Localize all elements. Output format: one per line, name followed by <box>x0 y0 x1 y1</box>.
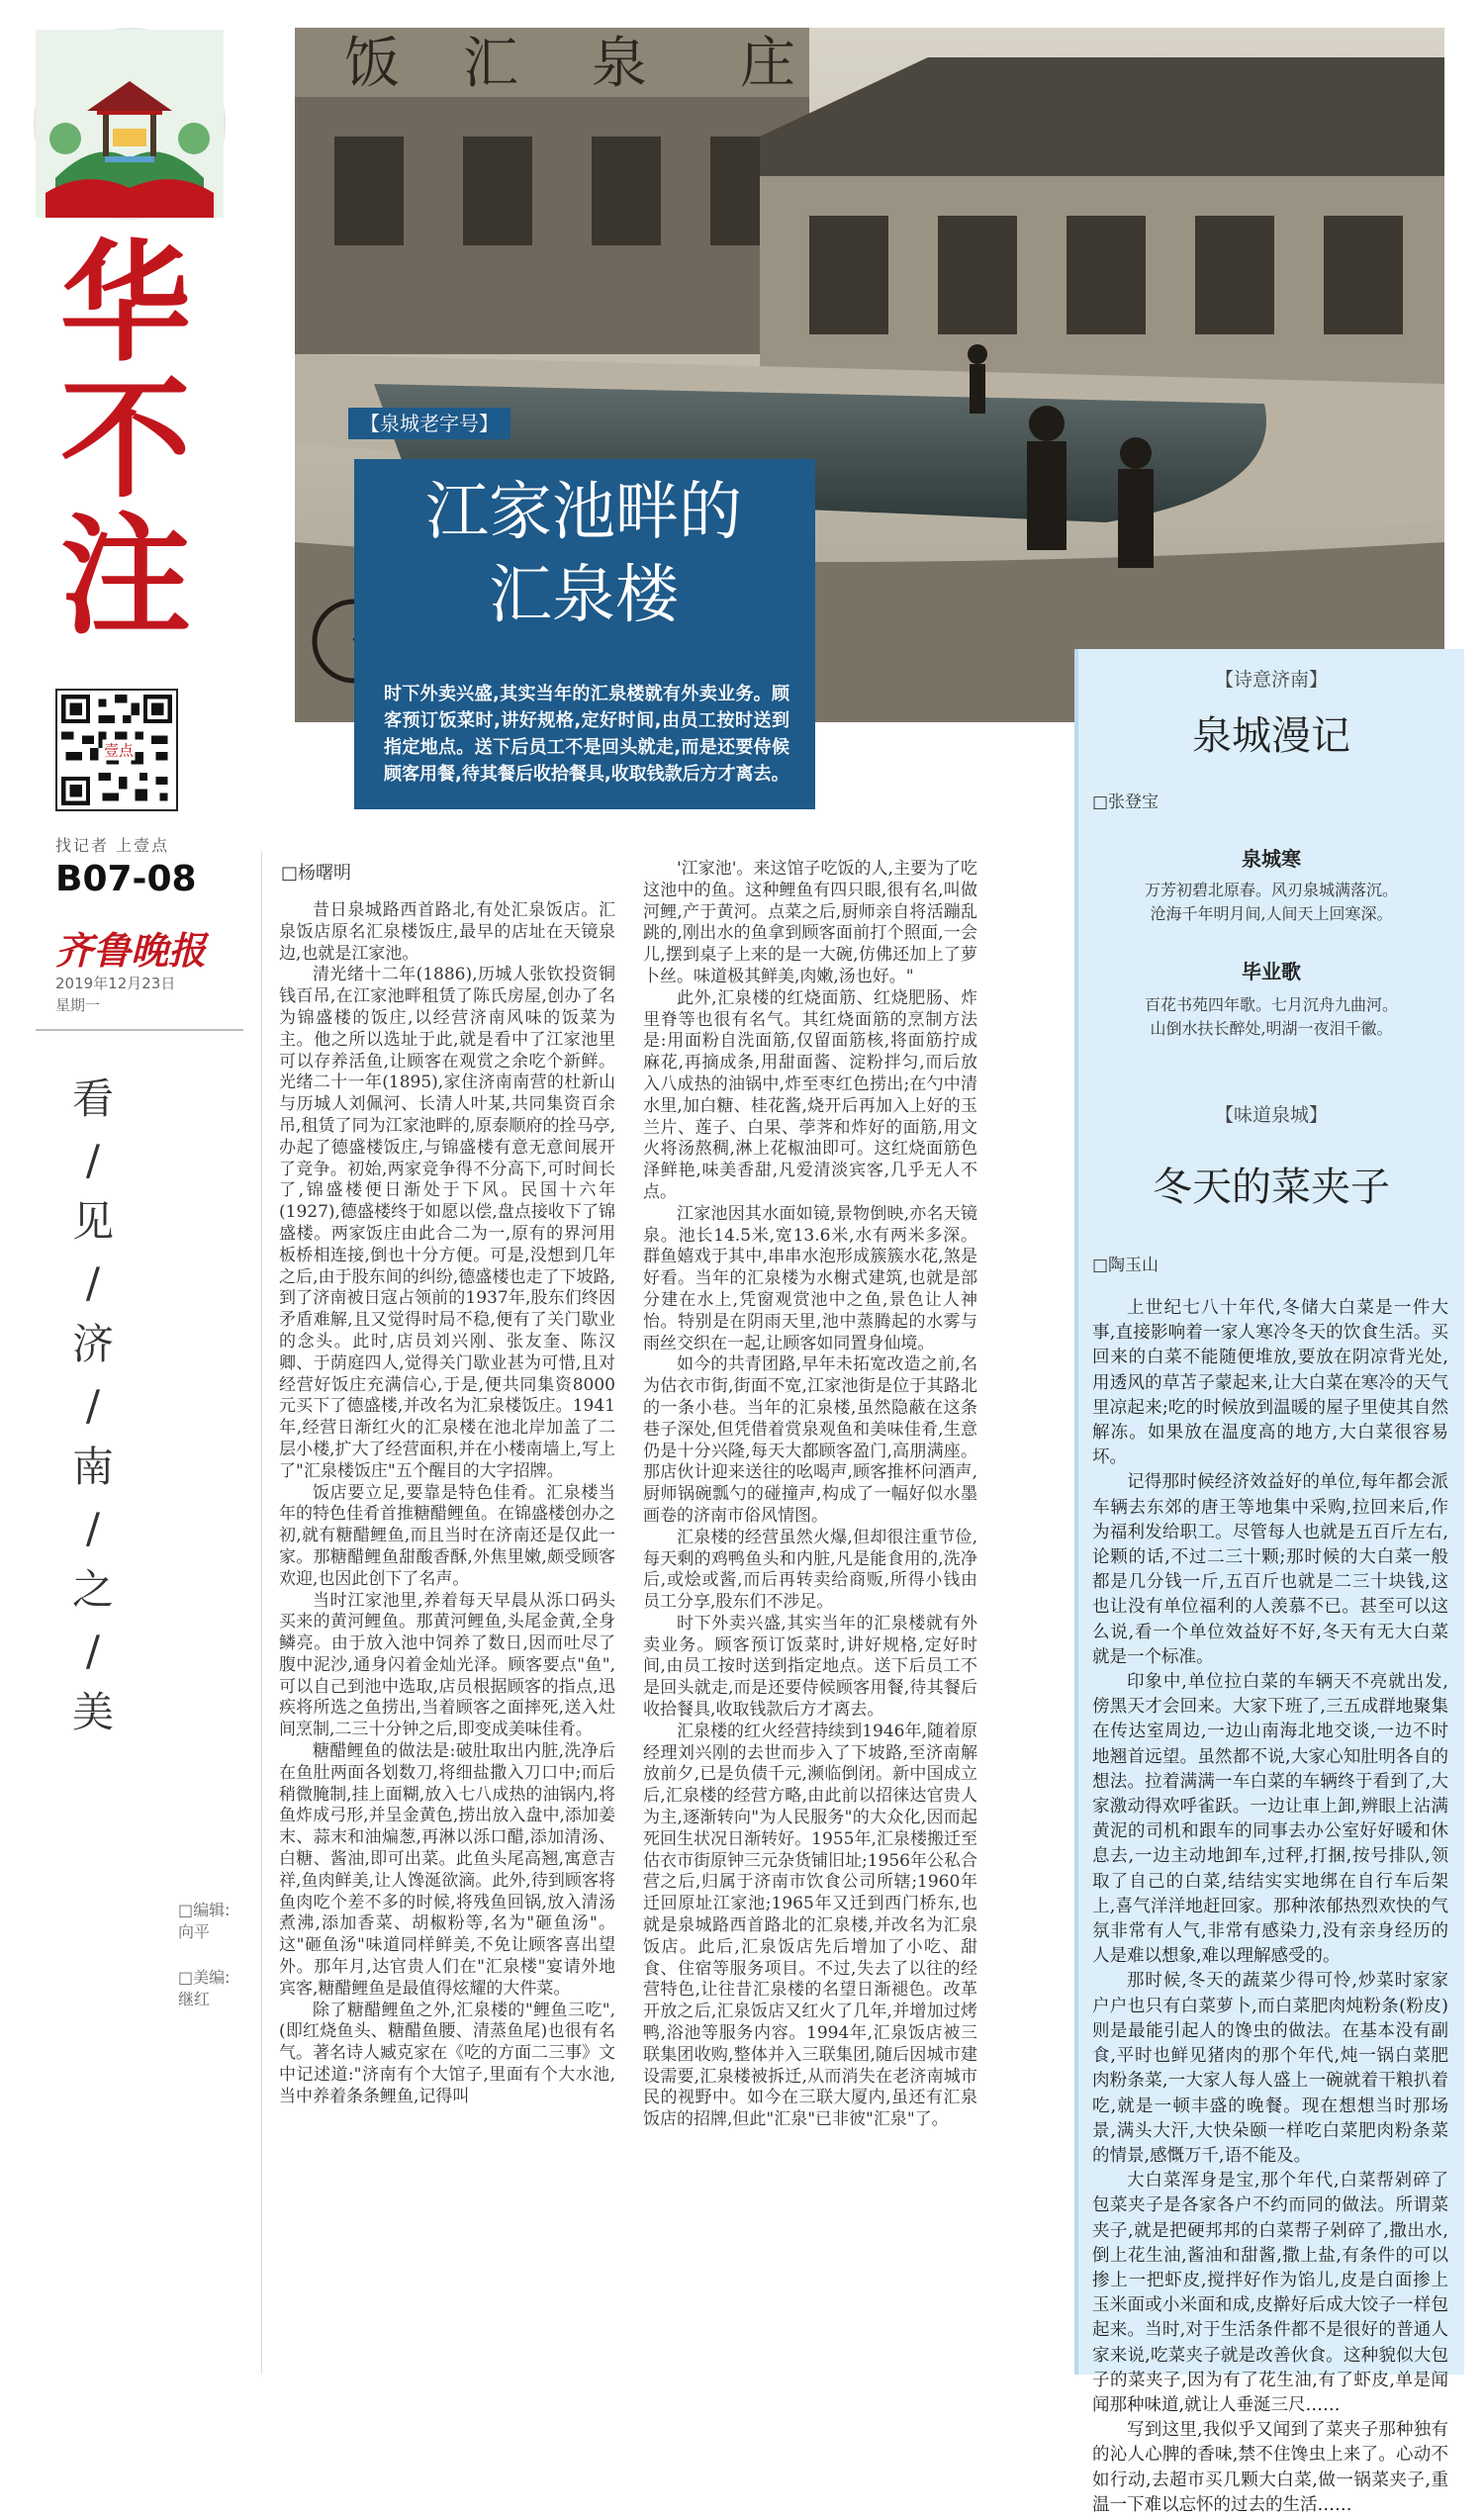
paragraph: 时下外卖兴盛,其实当年的汇泉楼就有外卖业务。顾客预订饭菜时,讲好规格,定好时间,由员工按时送到指定地点。送下后员工不是回头就走,而是还要侍候顾客用餐,待其餐后收拾餐具,收取钱款后方才离去。 <box>643 1613 977 1721</box>
paragraph: 汇泉楼的红火经营持续到1946年,随着原经理刘兴刚的去世而步入了下坡路,至济南解放前夕,已是负债千元,濒临倒闭。新中国成立后,汇泉楼的经营方略,由此前以招徕达官贵人为主,逐渐转向"为人民服务"的大众化,因而起死回生状况日渐转好。1955年,汇泉楼搬迁至估衣市街原钟三元杂货铺旧址;1956年公私合营之后,归属于济南市饮食公司所辖;1960年迁回原址江家池;1965年又迁到西门桥东,也就是泉城路西首路北的汇泉楼,并改名为汇泉饭店。此后,汇泉饭店先后增加了小吃、甜食、住宿等服务项目。不过,失去了以往的经营特色,让往昔汇泉楼的名望日渐褪色。改革开放之后,汇泉饭店又红火了几年,并增加过烤鸭,浴池等服务内容。1994年,汇泉饭店被三联集团收购,整体并入三联集团,随后因城市建设需要,汇泉楼被拆迁,从而消失在老济南城市民的视野中。如今在三联大厦内,虽还有汇泉饭店的招牌,但此"汇泉"已非彼"汇泉"了。 <box>643 1721 977 2130</box>
paragraph: 如今的共青团路,早年未拓宽改造之前,名为估衣市街,街面不宽,江家池街是位于其路北的一条小巷。当年的汇泉楼,虽然隐蔽在这条巷子深处,但凭借着赏泉观鱼和美味佳肴,生意仍是十分兴隆,每天大都顾客盈门,高朋满座。那店伙计迎来送往的吆喝声,顾客推杯问酒声,厨师锅碗瓢勺的碰撞声,构成了一幅好似水墨画卷的济南市俗风情图。 <box>643 1354 977 1526</box>
section-title: 泉城漫记 <box>1192 713 1350 759</box>
qr-caption: 找记者 上壹点 <box>55 836 170 855</box>
article-column-2 <box>643 859 977 2373</box>
publication-date: 2019年12月23日 <box>55 975 176 992</box>
paragraph: 此外,汇泉楼的红烧面筋、红烧肥肠、炸里脊等也很有名气。其红烧面筋的烹制方法是:用面粉自洗面筋,仅留面筋核,将面筋拧成麻花,再摘成条,用甜面酱、淀粉拌匀,而后放入八成热的油锅中,炸至枣红色捞出;在勺中清水里,加白糖、桂花酱,烧开后再加入上好的玉兰片、莲子、白果、荸荠和炸好的面筋,用文火将汤熬稠,淋上花椒油即可。这红烧面筋色泽鲜艳,味美香甜,凡爱清淡宾客,几乎无人不点。 <box>643 987 977 1202</box>
paragraph: 上世纪七八十年代,冬储大白菜是一件大事,直接影响着一家人寒冷冬天的饮食生活。买回来的白菜不能随便堆放,要放在阴凉背光处,用透风的草苫子蒙起来,让大白菜在寒冷的天气里凉起来;吃的时候放到温暖的屋子里使其自然解冻。如果放在温度高的地方,大白菜很容易坏。 <box>1092 1298 1448 1468</box>
paragraph: 大白菜浑身是宝,那个年代,白菜帮剁碎了包菜夹子是各家各户不约而同的做法。所谓菜夹子,就是把硬邦邦的白菜帮子剁碎了,撒出水,倒上花生油,酱油和甜酱,撒上盐,有条件的可以掺上一把虾皮,搅拌好作为馅儿,皮是白面掺上玉米面或小米面和成,皮擀好后成大饺子一样包起来。当时,对于生活条件都不是很好的普通人家来说,吃菜夹子就是改善伙食。这种貌似大包子的菜夹子,因为有了花生油,有了虾皮,单是闻闻那种味道,就让人垂涎三尺…… <box>1092 2171 1448 2415</box>
poem-line: 百花书苑四年歌。七月沉舟九曲河。 <box>1144 995 1398 1014</box>
section-byline: □张登宝 <box>1092 793 1159 812</box>
paragraph: 清光绪十二年(1886),历城人张钦投资铜钱百吊,在江家池畔租赁了陈氏房屋,创办了名为锦盛楼的饭庄,以经营济南风味的饭菜为主。他之所以选址于此,就是看中了江家池里可以存养活鱼,让顾客在观赏之余吃个新鲜。光绪二十一年(1895),家住济南南营的杜新山与历城人刘佩河、长清人叶某,共同集资百余吊,租赁了同为江家池畔的,原泰顺府的拴马亭,办起了德盛楼饭庄,与锦盛楼有意无意间展开了竞争。初始,两家竞争得不分高下,可时间长了,锦盛楼便日渐处于下风。民国十六年(1927),德盛楼终于如愿以偿,盘点接收下了锦盛楼。两家饭庄由此合二为一,原有的界河用板桥相连接,倒也十分方便。可是,没想到几年之后,由于股东间的纠纷,德盛楼也走了下坡路,到了济南被日寇占领前的1937年,股东们终因矛盾难解,且又觉得时局不稳,便有了关门歇业的念头。此时,店员刘兴刚、张友奎、陈汉卿、于荫庭四人,觉得关门歇业甚为可惜,且对经营好饭庄充满信心,于是,便共同集资8000元买下了德盛楼,并改名为汇泉楼饭庄。1941年,经营日渐红火的汇泉楼在池北岸加盖了二层小楼,扩大了经营面积,并在小楼南墙上,写上了"汇泉楼饭庄"五个醒目的大字招牌。 <box>279 965 615 1481</box>
column-tag: 【泉城老字号】 <box>348 408 510 439</box>
sign-char: 饭 <box>344 32 400 96</box>
slogan-char: 之 <box>71 1565 114 1614</box>
section-byline: □陶玉山 <box>1092 1256 1159 1275</box>
divider <box>36 1029 243 1031</box>
newspaper-name: 齐鲁晚报 <box>55 928 207 973</box>
paragraph: 当时江家池里,养着每天早晨从泺口码头买来的黄河鲤鱼。那黄河鲤鱼,头尾金黄,全身鳞亮。由于放入池中饲养了数日,因而吐尽了腹中泥沙,通身闪着金灿光泽。顾客要点"鱼",可以自己到池中选取,店员根据顾客的指点,迅疾将所选之鱼捞出,当着顾客之面摔死,送入灶间烹制,二三十分钟之后,即变成美味佳肴。 <box>279 1590 615 1740</box>
poem-line: 万芳初碧北原春。风刃泉城满落沉。 <box>1144 881 1398 899</box>
vertical-slogan <box>63 1069 123 1743</box>
credit-designer: □美编:继红 <box>178 1968 231 2008</box>
paragraph: 江家池因其水面如镜,景物倒映,亦名天镜泉。池长14.5米,宽13.6米,水有两米多深。群鱼嬉戏于其中,串串水泡形成簇簇水花,煞是好看。当年的汇泉楼为水榭式建筑,也就是部分建在水上,凭窗观赏池中之鱼,景色让人神怡。特别是在阴雨天里,池中蒸腾起的水雾与雨丝交织在一起,让顾客如同置身仙境。 <box>643 1203 977 1353</box>
paragraph: 除了糖醋鲤鱼之外,汇泉楼的"鲤鱼三吃",(即红烧鱼头、糖醋鱼腰、清蒸鱼尾)也很有名气。著名诗人臧克家在《吃的方面二三事》文中记述道:"济南有个大馆子,里面有个大水池,当中养着条条鲤鱼,记得叫 <box>279 2000 615 2106</box>
slogan-char: 济 <box>71 1320 114 1368</box>
sign-char: 庄 <box>740 32 795 96</box>
paragraph: 昔日泉城路西首路北,有处汇泉饭店。汇泉饭店原名汇泉楼饭庄,最早的店址在天镜泉边,也就是江家池。 <box>279 900 615 964</box>
slogan-char: ∕ <box>85 1259 101 1307</box>
sign-char: 汇 <box>463 32 518 96</box>
paragraph: 饭店要立足,要靠是特色佳肴。汇泉楼当年的特色佳肴首推糖醋鲤鱼。在锦盛楼创办之初,就有糖醋鲤鱼,而且当时在济南还是仅此一家。那糖醋鲤鱼甜酸香酥,外焦里嫩,颇受顾客欢迎,也因此创下了名声。 <box>279 1482 615 1589</box>
section-title: 华不注 <box>60 228 191 653</box>
slogan-char: 看 <box>71 1074 114 1123</box>
slogan-char: ∕ <box>85 1136 101 1184</box>
paragraph: 糖醋鲤鱼的做法是:破肚取出内脏,洗净后在鱼肚两面各划数刀,将细盐撒入刀口中;而后稍微腌制,挂上面糊,放入七八成热的油锅内,将鱼炸成弓形,并呈金黄色,捞出放入盘中,添加姜末、蒜末和油煸葱,再淋以泺口醋,添加清汤、白糖、酱油,即可出菜。此鱼头尾高翘,寓意吉祥,鱼肉鲜美,让人馋涎欲滴。此外,待到顾客将鱼肉吃个差不多的时候,将残鱼回锅,放入清汤煮沸,添加香菜、胡椒粉等,名为"砸鱼汤"。这"砸鱼汤"味道同样鲜美,不免让顾客喜出望外。那年月,达官贵人们在"汇泉楼"宴请外地宾客,糖醋鲤鱼是最值得炫耀的大件菜。 <box>279 1741 615 1999</box>
slogan-char: ∕ <box>85 1627 101 1675</box>
headline-line: 汇泉楼 <box>489 559 679 632</box>
headline-line: 江家池畔的 <box>425 476 742 549</box>
article-column-1 <box>279 900 615 2365</box>
slogan-char: ∕ <box>85 1381 101 1430</box>
slogan-char: 见 <box>71 1197 114 1246</box>
poem-title: 毕业歌 <box>1242 960 1301 983</box>
page-number: B07-08 <box>55 859 197 899</box>
slogan-char: ∕ <box>85 1504 101 1552</box>
poem-title: 泉城寒 <box>1242 847 1301 871</box>
paragraph: 记得那时候经济效益好的单位,每年都会派车辆去东郊的唐王等地集中采购,拉回来后,作为福利发给职工。尽管每人也就是五百斤左右,论颗的话,不过二三十颗;那时候的大白菜一般都是几分钱一斤,五百斤也就是二三十块钱,这也让没有单位福利的人羡慕不已。甚至可以这么说,看一个单位效益好不好,冬天有无大白菜就是一个标准。 <box>1092 1472 1448 1667</box>
paragraph: 汇泉楼的经营虽然火爆,但却很注重节俭,每天剩的鸡鸭鱼头和内脏,凡是能食用的,洗净后,或烩或酱,而后再转卖给商贩,所得小钱由员工分享,股东们不涉足。 <box>643 1527 977 1613</box>
section-logo <box>36 30 224 218</box>
credit-editor: □编辑:向平 <box>178 1901 231 1941</box>
section-tag: 【诗意济南】 <box>1214 669 1328 691</box>
section-tag: 【味道泉城】 <box>1214 1104 1328 1126</box>
article-byline: □杨曙明 <box>281 863 352 884</box>
editor-credits <box>178 1900 241 2010</box>
paragraph: 那时候,冬天的蔬菜少得可怜,炒菜时家家户户也只有白菜萝卜,而白菜肥肉炖粉条(粉皮)则是最能引起人的馋虫的做法。在基本没有副食,平时也鲜见猪肉的那个年代,炖一锅白菜肥肉粉条菜,一大家人每人盛上一碗就着干粮扒着吃,就是一顿丰盛的晚餐。现在想想当时那场景,满头大汗,大快朵颐一样吃白菜肥肉粉条菜的情景,感慨万千,语不能及。 <box>1092 1971 1448 2166</box>
qr-badge: 壹点 <box>104 741 134 760</box>
paragraph: '江家池'。来这馆子吃饭的人,主要为了吃这池中的鱼。这种鲤鱼有四只眼,很有名,叫做河鲤,产于黄河。点菜之后,厨师亲自将活蹦乱跳的,刚出水的鱼拿到顾客面前打个照面,一会儿,摆到桌子上来的是一大碗,仿佛还加上了萝卜丝。味道极其鲜美,肉嫩,汤也好。" <box>643 859 977 986</box>
essay-body <box>1092 1296 1448 2515</box>
section-title: 冬天的菜夹子 <box>1153 1165 1390 1210</box>
sign-char: 泉 <box>592 32 647 96</box>
article-summary: 时下外卖兴盛,其实当年的汇泉楼就有外卖业务。顾客预订饭菜时,讲好规格,定好时间,由员工按时送到指定地点。送下后员工不是回头就走,而是还要侍候顾客用餐,待其餐后收拾餐具,收取钱款后方才离去。 <box>384 684 789 785</box>
headline <box>366 471 801 637</box>
publication-weekday: 星期一 <box>55 996 101 1014</box>
slogan-char: 美 <box>71 1688 114 1736</box>
qr-code[interactable] <box>55 689 178 811</box>
paragraph: 印象中,单位拉白菜的车辆天不亮就出发,傍黑天才会回来。大家下班了,三五成群地聚集在传达室周边,一边山南海北地交谈,一边不时地翘首远望。虽然都不说,大家心知肚明各自的想法。拉着满满一车白菜的车辆终于看到了,大家激动得欢呼雀跃。一边让車上卸,辨眼上沾满黄泥的司机和跟车的同事去办公室好好暖和休息去,一边主动地卸车,过秤,打捆,按号排队,领取了自己的白菜,结结实实地绑在自行车后架上,喜气洋洋地赶回家。那种浓郁热烈欢快的气氛非常有人气,非常有感染力,没有亲身经历的人是难以想象,难以理解感受的。 <box>1092 1672 1448 1967</box>
slogan-char: 南 <box>71 1443 114 1491</box>
poem-line: 山倒水扶长醉处,明湖一夜泪千徽。 <box>1150 1019 1393 1038</box>
column-divider <box>261 851 262 2375</box>
poem-line: 沧海千年明月间,人间天上回寒深。 <box>1150 904 1393 923</box>
paragraph: 写到这里,我似乎又闻到了菜夹子那种独有的沁人心脾的香味,禁不住馋虫上来了。心动不如行动,去超市买几颗大白菜,做一锅菜夹子,重温一下难以忘怀的过去的生活…… <box>1092 2420 1448 2515</box>
